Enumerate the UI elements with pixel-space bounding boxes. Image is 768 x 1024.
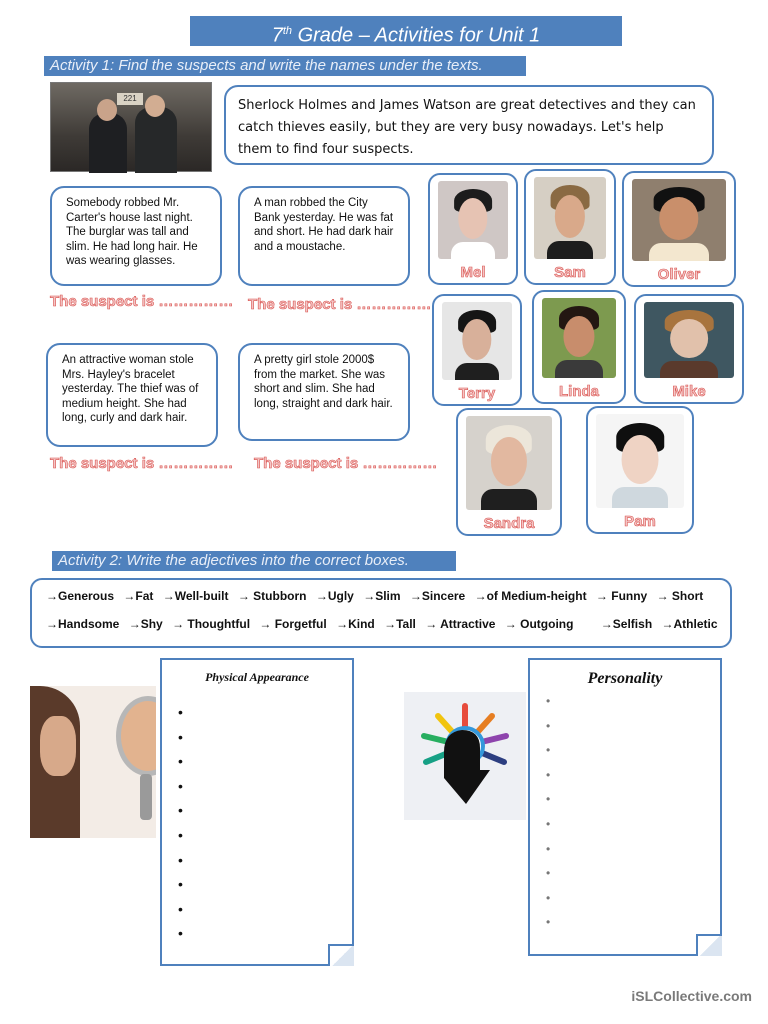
answer-bullet[interactable]: • xyxy=(178,728,183,745)
suspect-photo xyxy=(644,302,734,378)
adjective-word[interactable]: →of Medium-height xyxy=(474,589,587,603)
story-box-3: An attractive woman stole Mrs. Hayley's bracelet yesterday. The thief was of medium height. She had long, curly and dark hair. xyxy=(46,343,218,447)
page-title xyxy=(190,16,622,46)
answer-bullet[interactable]: • xyxy=(546,890,551,905)
story-box-2: A man robbed the City Bank yesterday. He was fat and short. He had dark hair and a moustache. xyxy=(238,186,410,286)
answer-bullet[interactable]: • xyxy=(546,915,551,930)
person-head xyxy=(97,99,117,121)
title-text: Grade – Activities for Unit 1 xyxy=(292,24,541,47)
suspect-answer-line-2[interactable]: The suspect is …………… xyxy=(248,296,432,313)
suspect-photo xyxy=(542,298,616,378)
answer-bullet[interactable]: • xyxy=(178,802,183,819)
suspect-name: Mel xyxy=(460,264,486,281)
physical-appearance-box[interactable] xyxy=(160,658,354,966)
answer-bullet[interactable]: • xyxy=(546,718,551,733)
answer-bullet[interactable]: • xyxy=(178,753,183,770)
suspect-card-terry xyxy=(432,294,522,406)
title-grade: 7 xyxy=(271,24,283,47)
suspect-name: Sandra xyxy=(483,515,535,532)
person-figure xyxy=(89,113,127,173)
adjective-word[interactable]: →Athletic xyxy=(661,617,718,631)
answer-bullet[interactable]: • xyxy=(178,900,183,917)
mirror-girl-image xyxy=(30,686,156,838)
adjective-word[interactable]: → Short xyxy=(656,589,704,603)
adjective-word[interactable]: →Generous xyxy=(46,589,115,603)
suspect-answer-line-4[interactable]: The suspect is …………… xyxy=(254,455,438,472)
suspect-photo xyxy=(442,302,512,380)
answer-bullet[interactable]: • xyxy=(546,767,551,782)
adjective-row-1 xyxy=(46,589,709,603)
answer-bullet[interactable]: • xyxy=(546,816,551,831)
mind-arrows-image xyxy=(404,692,526,820)
adjective-word[interactable]: → Outgoing xyxy=(504,617,574,631)
personality-title: Personality xyxy=(587,670,663,687)
suspect-photo xyxy=(534,177,606,259)
suspect-name: Terry xyxy=(458,385,496,402)
intro-text-box: Sherlock Holmes and James Watson are great detectives and they can catch thieves easily, but they are very busy nowadays. Let's help them to find four suspects. xyxy=(224,85,714,165)
suspect-answer-line-1[interactable]: The suspect is …………… xyxy=(50,293,234,310)
title-grade-suffix: th xyxy=(282,25,293,37)
answer-bullet[interactable]: • xyxy=(178,777,183,794)
adjective-word[interactable]: → Funny xyxy=(595,589,648,603)
physical-appearance-list xyxy=(178,700,183,946)
answer-bullet[interactable]: • xyxy=(546,694,551,708)
suspect-name: Oliver xyxy=(657,266,701,283)
suspect-card-mel xyxy=(428,173,518,285)
adjective-word[interactable]: → Forgetful xyxy=(259,617,327,631)
person-head xyxy=(145,95,165,117)
personality-list xyxy=(546,689,550,935)
door-number: 221 xyxy=(117,93,143,105)
adjective-word[interactable]: → Thoughtful xyxy=(172,617,251,631)
answer-bullet[interactable]: • xyxy=(178,876,183,893)
personality-box[interactable] xyxy=(528,658,722,956)
adjective-word[interactable]: →Shy xyxy=(128,617,163,631)
adjective-row-2 xyxy=(46,617,724,631)
suspect-card-linda xyxy=(532,290,626,404)
page-curl xyxy=(328,944,354,966)
adjective-word[interactable]: →Handsome xyxy=(46,617,120,631)
suspect-photo xyxy=(596,414,684,508)
answer-bullet[interactable]: • xyxy=(546,743,551,758)
story-box-1: Somebody robbed Mr. Carter's house last night. The burglar was tall and slim. He had long hair. He was wearing glasses. xyxy=(50,186,222,286)
activity2-heading: Activity 2: Write the adjectives into the correct boxes. xyxy=(52,551,456,571)
watermark: iSLCollective.com xyxy=(631,988,752,1004)
suspect-card-oliver xyxy=(622,171,736,287)
adjective-word[interactable]: → Attractive xyxy=(425,617,496,631)
suspect-photo xyxy=(466,416,552,510)
suspect-card-mike xyxy=(634,294,744,404)
suspect-name: Sam xyxy=(554,264,586,281)
suspect-answer-line-3[interactable]: The suspect is …………… xyxy=(50,455,234,472)
adjective-word[interactable]: →Slim xyxy=(363,589,401,603)
adjective-word[interactable]: →Ugly xyxy=(315,589,354,603)
suspect-photo xyxy=(632,179,726,261)
adjective-word[interactable]: →Kind xyxy=(336,617,375,631)
suspect-card-pam xyxy=(586,406,694,534)
adjective-word[interactable]: →Fat xyxy=(123,589,154,603)
adjective-word[interactable]: →Well-built xyxy=(162,589,229,603)
story-box-4: A pretty girl stole 2000$ from the market. She was short and slim. She had long, straight and dark hair. xyxy=(238,343,410,441)
suspect-name: Pam xyxy=(624,513,656,530)
adjective-word[interactable]: →Tall xyxy=(384,617,416,631)
suspect-name: Linda xyxy=(559,383,599,400)
suspect-name: Mike xyxy=(672,383,706,400)
activity1-heading: Activity 1: Find the suspects and write the names under the texts. xyxy=(44,56,526,76)
adjective-word-bank xyxy=(30,578,732,648)
page-curl xyxy=(696,934,722,956)
head-arrows-icon xyxy=(404,692,526,820)
suspect-card-sandra xyxy=(456,408,562,536)
suspect-photo xyxy=(438,181,508,259)
adjective-word[interactable]: → Stubborn xyxy=(237,589,307,603)
adjective-word[interactable]: →Sincere xyxy=(409,589,466,603)
answer-bullet[interactable]: • xyxy=(178,704,183,720)
answer-bullet[interactable]: • xyxy=(546,841,551,856)
adjective-word[interactable]: →Selfish xyxy=(600,617,653,631)
suspect-card-sam xyxy=(524,169,616,285)
detectives-photo xyxy=(50,82,212,172)
answer-bullet[interactable]: • xyxy=(546,792,551,807)
answer-bullet[interactable]: • xyxy=(178,925,183,942)
physical-appearance-title: Physical Appearance xyxy=(205,670,309,684)
answer-bullet[interactable]: • xyxy=(546,866,551,881)
answer-bullet[interactable]: • xyxy=(178,826,183,843)
answer-bullet[interactable]: • xyxy=(178,851,183,868)
